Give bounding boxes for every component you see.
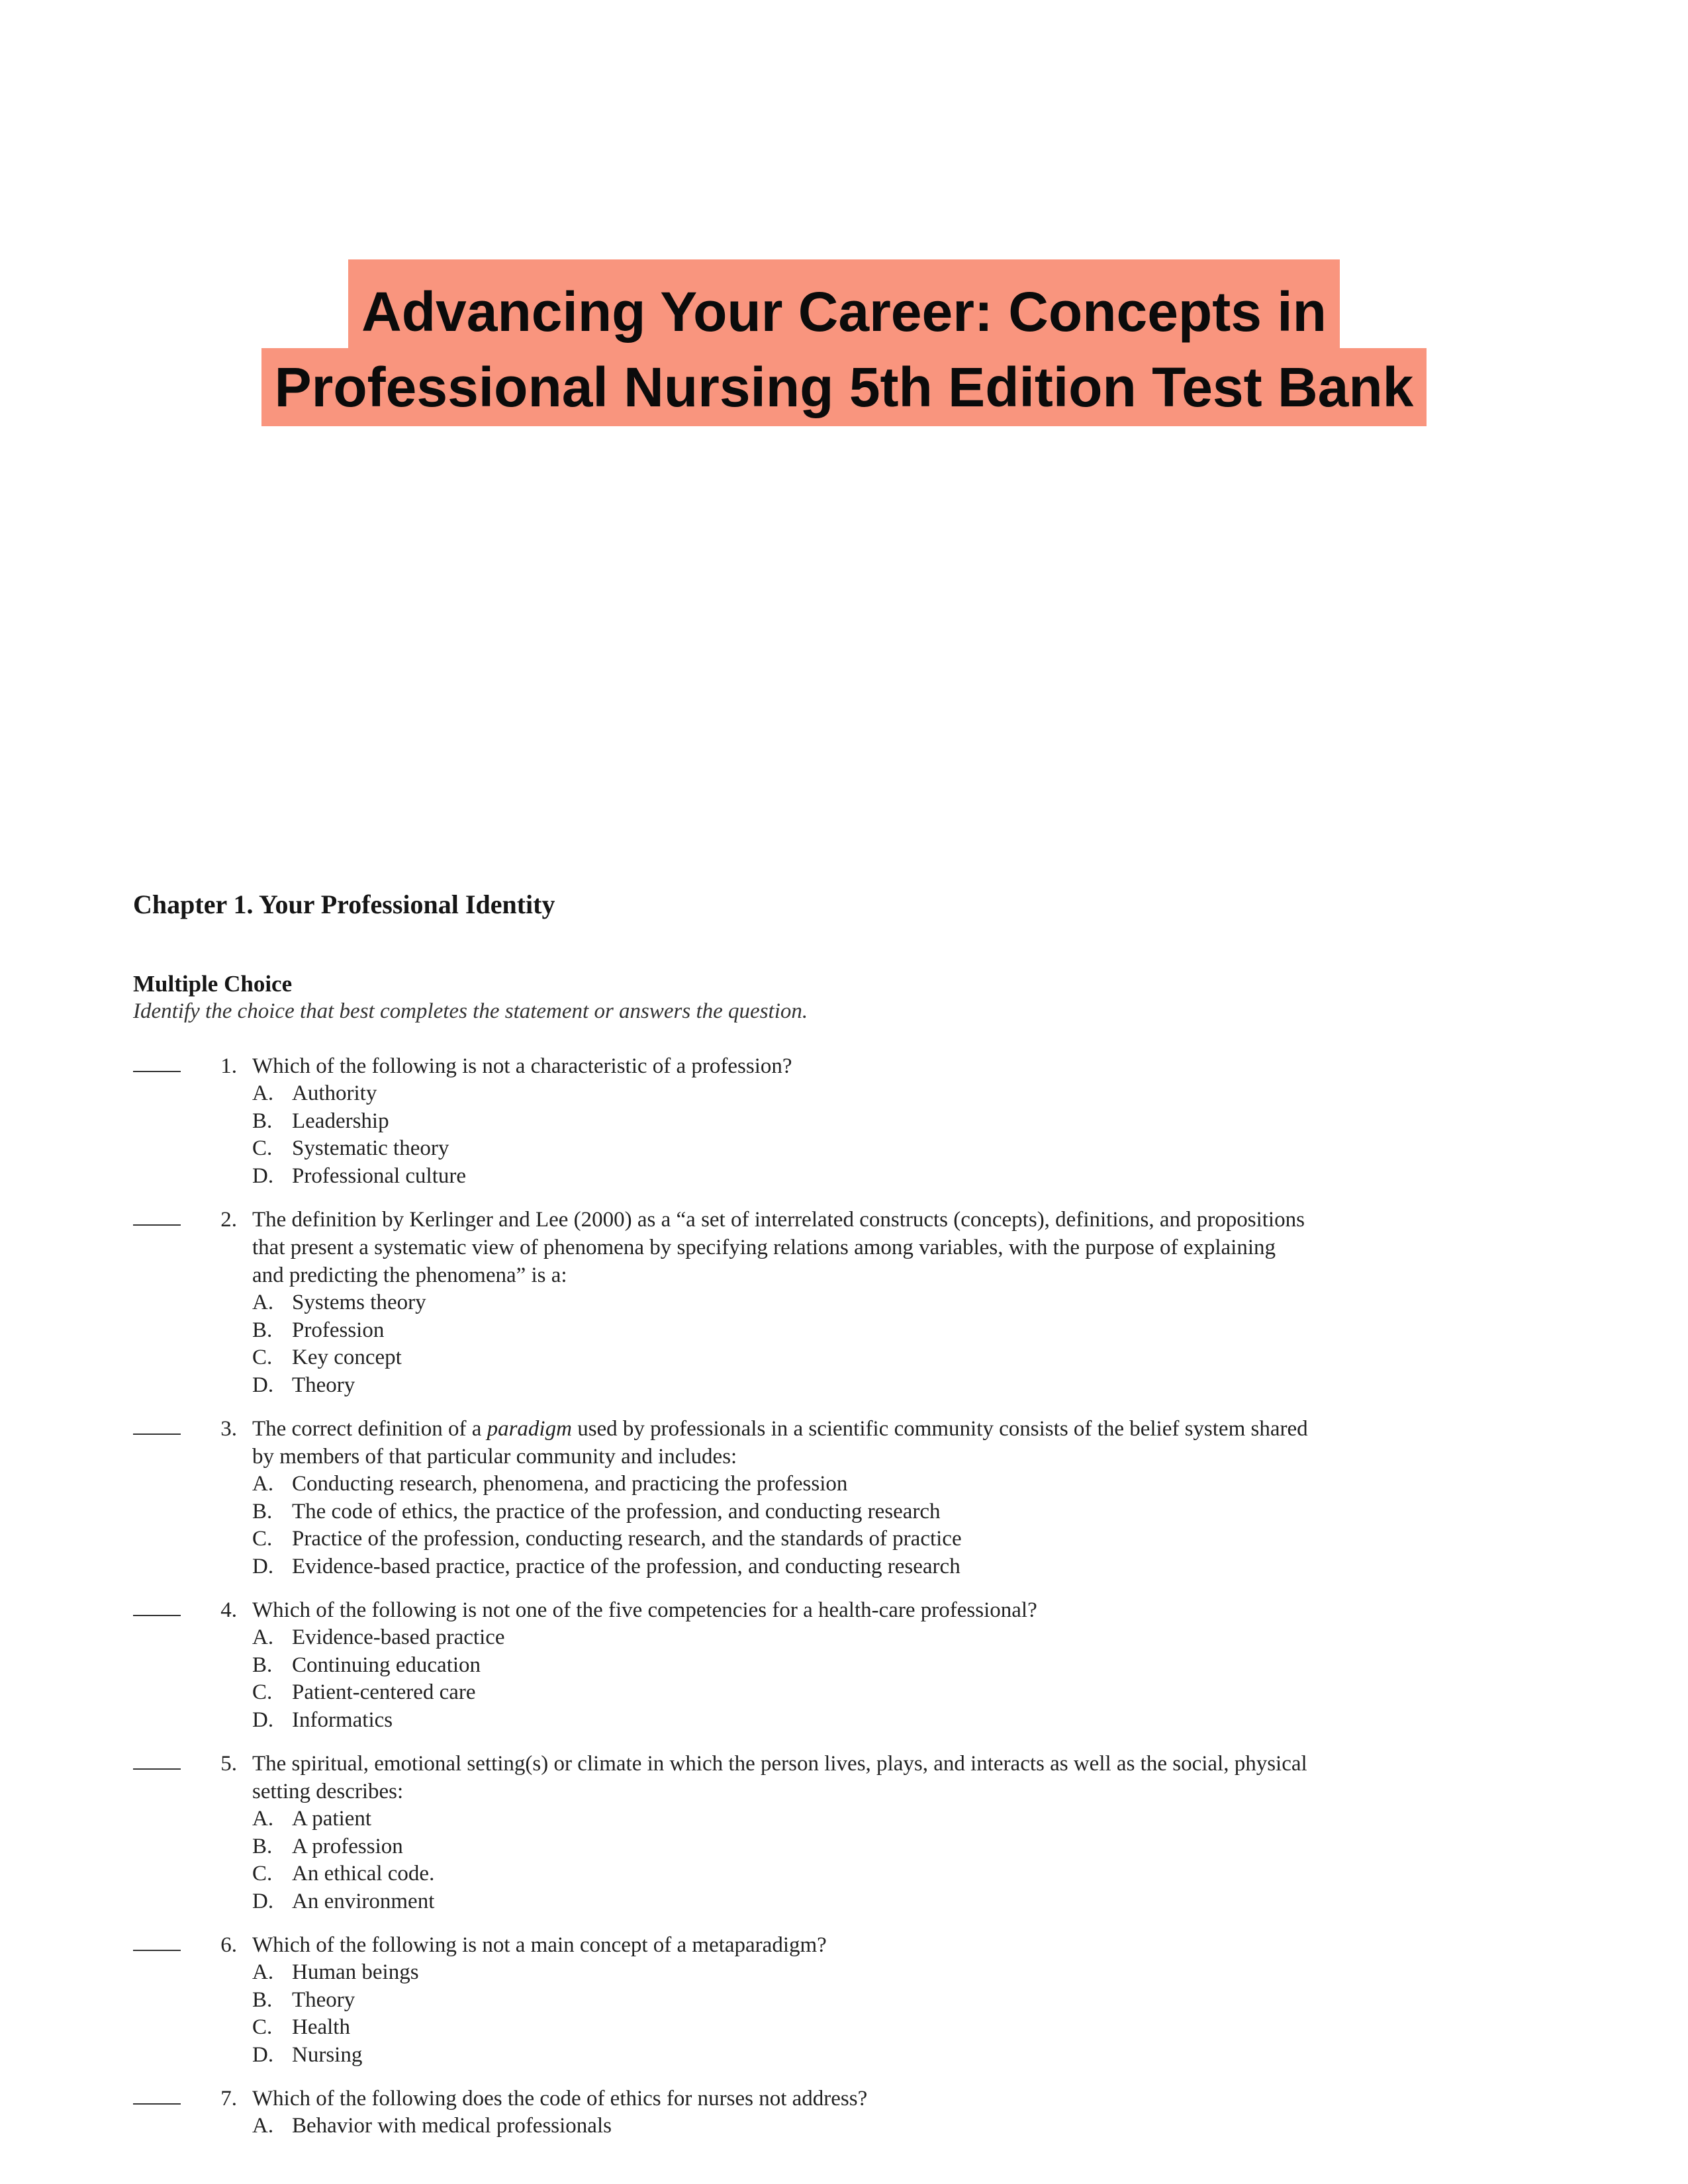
option-letter: B. <box>252 1318 273 1342</box>
question-stem: Which of the following is not a main concept of a metaparadigm? <box>252 1933 827 1957</box>
question-number: 2. <box>220 1208 237 1232</box>
question-number: 6. <box>220 1933 237 1957</box>
option-text: Systems theory <box>292 1291 426 1314</box>
question-number: 5. <box>220 1752 237 1776</box>
option-text: Continuing education <box>292 1653 481 1677</box>
answer-blank[interactable] <box>133 1415 181 1435</box>
question-stem: The definition by Kerlinger and Lee (2000) as a “a set of interrelated constructs (concepts), definitions, and propositions that present a systematic view of phenomena by specifying relations among variables, with the purpose of explaining and predicting the phenomena” is a: <box>252 1208 1305 1287</box>
section-heading: Multiple Choice <box>133 971 293 997</box>
option-letter: C. <box>252 1862 273 1886</box>
question-list <box>0 1052 1688 2156</box>
option <box>252 1289 1311 1317</box>
option <box>252 1471 1311 1498</box>
option-letter: A. <box>252 1807 274 1831</box>
answer-blank[interactable] <box>133 1052 181 1072</box>
option <box>252 1553 1311 1581</box>
option-text: A profession <box>292 1834 403 1858</box>
question-5 <box>0 1750 1688 1915</box>
question-stem: Which of the following does the code of ethics for nurses not address? <box>252 2087 868 2111</box>
option-letter: C. <box>252 1527 273 1551</box>
question-number: 7. <box>220 2087 237 2111</box>
option <box>252 1163 1311 1191</box>
option <box>252 1135 1311 1163</box>
option <box>252 1498 1311 1526</box>
option <box>252 1959 1311 1987</box>
option <box>252 1317 1311 1345</box>
option-text: Behavior with medical professionals <box>292 2114 612 2138</box>
option <box>252 1888 1311 1916</box>
question-stem: Which of the following is not one of the five competencies for a health-care professional? <box>252 1598 1037 1622</box>
option-letter: D. <box>252 1707 274 1732</box>
option-text: Systematic theory <box>292 1136 449 1160</box>
option <box>252 1987 1311 2015</box>
option-letter: A. <box>252 1081 274 1105</box>
option-letter: C. <box>252 2015 273 2039</box>
option-text: Informatics <box>292 1707 393 1732</box>
option <box>252 1860 1311 1888</box>
option <box>252 1624 1311 1652</box>
option-text: Patient-centered care <box>292 1680 476 1704</box>
option <box>252 1080 1311 1108</box>
option-letter: D. <box>252 1554 274 1578</box>
option-text: Health <box>292 2015 350 2039</box>
option-letter: A. <box>252 1960 274 1984</box>
question-stem: Which of the following is not a characteristic of a profession? <box>252 1054 792 1078</box>
question-stem: The spiritual, emotional setting(s) or climate in which the person lives, plays, and interacts as well as the social, physical setting describes: <box>252 1752 1307 1803</box>
option <box>252 1344 1311 1372</box>
option-text: Key concept <box>292 1345 402 1369</box>
option-text: Evidence-based practice, practice of the profession, and conducting research <box>292 1554 961 1578</box>
stem-emphasis: paradigm <box>487 1417 572 1441</box>
section-instructions: Identify the choice that best completes the statement or answers the question. <box>133 999 808 1023</box>
option-letter: D. <box>252 1889 274 1913</box>
option-text: Evidence-based practice <box>292 1625 505 1649</box>
option-letter: C. <box>252 1680 273 1704</box>
question-number: 3. <box>220 1417 237 1441</box>
question-6 <box>0 1931 1688 2069</box>
option-text: Leadership <box>292 1109 389 1133</box>
answer-blank[interactable] <box>133 2085 181 2105</box>
stem-text: The correct definition of a <box>252 1417 487 1441</box>
option-text: Human beings <box>292 1960 419 1984</box>
option <box>252 1525 1311 1553</box>
question-number: 4. <box>220 1598 237 1622</box>
option-text: An ethical code. <box>292 1862 435 1886</box>
answer-blank[interactable] <box>133 1596 181 1616</box>
option <box>252 1372 1311 1400</box>
option <box>252 1707 1311 1735</box>
option-letter: A. <box>252 1291 274 1314</box>
option <box>252 1679 1311 1707</box>
question-2 <box>0 1206 1688 1399</box>
option-text: A patient <box>292 1807 372 1831</box>
option <box>252 1652 1311 1680</box>
question-7 <box>0 2085 1688 2140</box>
title-line-1: Advancing Your Career: Concepts in <box>348 259 1340 348</box>
option-text: Theory <box>292 1987 355 2012</box>
answer-blank[interactable] <box>133 1750 181 1770</box>
document-title <box>0 259 1688 426</box>
option-letter: D. <box>252 1373 274 1397</box>
option-letter: B. <box>252 1653 273 1677</box>
option-letter: B. <box>252 1499 273 1524</box>
answer-blank[interactable] <box>133 1206 181 1226</box>
question-3 <box>0 1415 1688 1580</box>
option-letter: A. <box>252 1625 274 1649</box>
option <box>252 1108 1311 1136</box>
option-letter: B. <box>252 1987 273 2012</box>
option-text: Practice of the profession, conducting research, and the standards of practice <box>292 1527 962 1551</box>
chapter-title: Chapter 1. Your Professional Identity <box>133 889 555 919</box>
option-text: Theory <box>292 1373 355 1397</box>
option-letter: D. <box>252 2042 274 2067</box>
option-letter: B. <box>252 1834 273 1858</box>
question-number: 1. <box>220 1054 237 1078</box>
option-text: Profession <box>292 1318 385 1342</box>
question-stem <box>252 1415 1311 1471</box>
option-text: Professional culture <box>292 1163 467 1188</box>
option-letter: D. <box>252 1163 274 1188</box>
answer-blank[interactable] <box>133 1931 181 1951</box>
option-letter: B. <box>252 1109 273 1133</box>
option <box>252 2042 1311 2070</box>
option-text: Nursing <box>292 2042 363 2067</box>
option-letter: A. <box>252 2114 274 2138</box>
option-letter: C. <box>252 1136 273 1160</box>
option-text: The code of ethics, the practice of the profession, and conducting research <box>292 1499 941 1524</box>
option-text: Authority <box>292 1081 377 1105</box>
question-1 <box>0 1052 1688 1190</box>
question-4 <box>0 1596 1688 1734</box>
option-text: Conducting research, phenomena, and practicing the profession <box>292 1472 848 1496</box>
title-line-2: Professional Nursing 5th Edition Test Bank <box>261 348 1427 426</box>
option <box>252 2014 1311 2042</box>
stem-text: used by professionals in a scientific community consists of the belief system shared by members of that particular community and includes: <box>252 1417 1308 1469</box>
option <box>252 2113 1311 2140</box>
option-text: An environment <box>292 1889 435 1913</box>
option-letter: C. <box>252 1345 273 1369</box>
option <box>252 1833 1311 1861</box>
option-letter: A. <box>252 1472 274 1496</box>
option <box>252 1805 1311 1833</box>
